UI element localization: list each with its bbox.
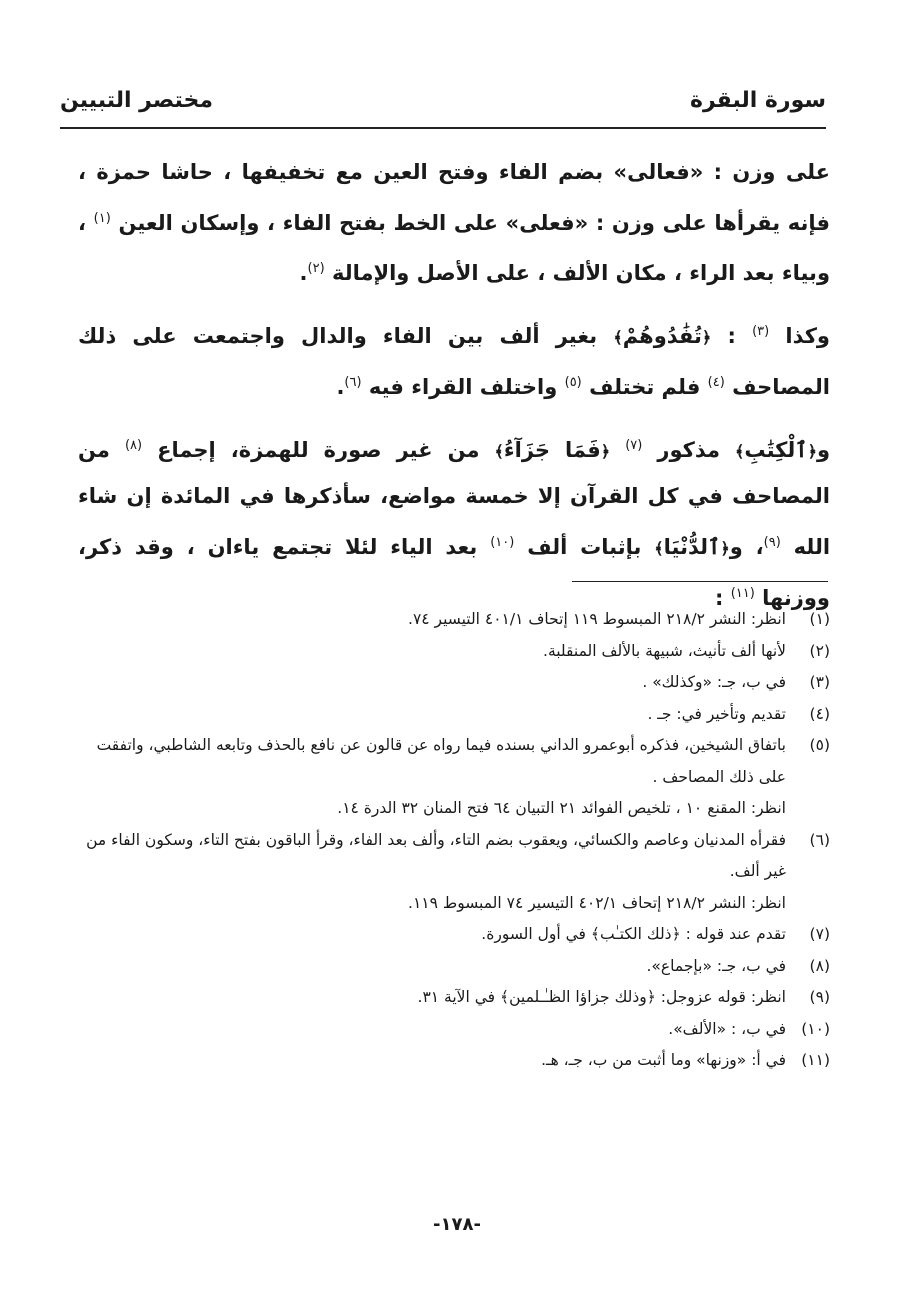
footnote-text: في ب، جـ: «بإجماع». xyxy=(646,956,786,975)
footnote-ref-9: (٩) xyxy=(763,534,781,550)
footnote xyxy=(78,919,830,951)
footnote xyxy=(78,1045,830,1077)
footnote-number: (٣) xyxy=(809,673,830,691)
text-run: من غير صورة للهمزة، إجماع xyxy=(157,437,480,462)
footnote-number: (٨) xyxy=(809,956,830,975)
text-run: واختلف القراء فيه xyxy=(368,375,558,399)
footnote-text: باتفاق الشيخين، فذكره أبوعمرو الداني بسنده فيما رواه عن قالون عن نافع بالحذف وتابعه الشاطبي، واتفقت على ذلك المصاحف . xyxy=(96,736,786,786)
text-run: . xyxy=(299,261,308,285)
footnote-text: في ب، جـ: «وكذلك» . xyxy=(642,673,786,691)
quran-bracket-open: ﴿ xyxy=(600,441,611,461)
footnote xyxy=(78,667,830,699)
footnote xyxy=(78,1014,830,1046)
footnote-text: تقديم وتأخير في: جـ . xyxy=(647,704,786,723)
footnote-number: (٤) xyxy=(809,704,830,723)
footnote-ref-2: (٢) xyxy=(307,261,325,276)
text-run: فلم تختلف xyxy=(589,375,701,399)
text-run: وكذا xyxy=(785,323,830,348)
quran-bracket-close: ﴾ xyxy=(735,441,745,461)
quran-bracket-close: ﴾ xyxy=(494,441,504,461)
footnote-text: انظر: النشر ٢١٨/٢ المبسوط ١١٩ إتحاف ٤٠١/١ التيسير ٧٤. xyxy=(408,610,786,628)
text-run: : xyxy=(715,586,724,610)
footnote-number: (٦) xyxy=(809,830,830,849)
text-run: مذكور xyxy=(657,437,720,462)
text-run: . xyxy=(336,375,345,399)
footnote-number: (١٠) xyxy=(801,1019,830,1038)
footnote-text: انظر: قوله عزوجل: ﴿وذلك جزاؤا الظـٰـلمين﴾ في الآية ٣١. xyxy=(417,988,786,1006)
text-run: بغير ألف بين الفاء والدال واجتمعت على ذلك المصاحف xyxy=(78,323,830,399)
paragraph-3 xyxy=(78,423,830,622)
footnote-number: (٧) xyxy=(809,925,830,943)
quran-bracket-open: ﴿ xyxy=(720,538,730,558)
footnote-text: فقرأه المدنيان وعاصم والكسائي، ويعقوب بضم التاء، وألف بعد الفاء، وقرأ الباقون بفتح التاء، وسكون الفاء من غير ألف. xyxy=(86,830,786,880)
footnote-ref-1: (١) xyxy=(93,210,111,226)
page-number: -١٧٨- xyxy=(433,1214,481,1235)
header-divider xyxy=(60,127,826,129)
footnote-text: لأنها ألف تأنيث، شبيهة بالألف المنقلبة. xyxy=(543,641,786,660)
text-run: من المصاحف في كل القرآن إلا خمسة مواضع، سأذكرها في المائدة إن شاء الله xyxy=(78,437,831,559)
footnote-number: (١) xyxy=(809,610,830,628)
footnote-ref-5: (٥) xyxy=(564,375,582,390)
footnote-number: (٥) xyxy=(809,736,830,754)
footnote-divider xyxy=(572,581,828,582)
footnote-text: تقدم عند قوله : ﴿ذلك الكتـٰب﴾ في أول السورة. xyxy=(481,925,786,943)
text-run: على وزن : «فعالى» بضم الفاء وفتح العين مع تخفيفها ، حاشا حمزة ، فإنه يقرأها على وزن : «فعلى» على الخط بفتح الفاء ، وإسكان العين xyxy=(78,160,831,235)
footnote xyxy=(78,951,830,983)
quran-word: ٱلدُّنْيَا xyxy=(663,534,721,559)
quran-bracket-open: ﴿ xyxy=(701,327,712,347)
footnote-text: في أ: «وزنها» وما أثبت من ب، جـ، هـ. xyxy=(541,1051,786,1069)
footnote-ref-10: (١٠) xyxy=(490,534,515,550)
running-header xyxy=(60,84,826,116)
footnote-ref-3: (٣) xyxy=(752,323,770,339)
paragraph-2 xyxy=(78,309,830,411)
footnote xyxy=(78,699,830,731)
quran-word: ٱلْكِتَٰبِ xyxy=(744,437,808,462)
footnote-ref-11: (١١) xyxy=(730,586,755,601)
footnote-ref-8: (٨) xyxy=(124,437,143,453)
surah-title: سورة البقرة xyxy=(689,87,826,113)
footnote xyxy=(78,604,830,636)
footnote-text: في ب، : «الألف». xyxy=(668,1019,786,1038)
text-run: و xyxy=(816,437,831,462)
footnote-ref-6: (٦) xyxy=(344,375,362,390)
text-run: ، و xyxy=(729,534,764,559)
quran-bracket-close: ﴾ xyxy=(613,327,623,347)
quran-word: فَمَا جَزَآءُ xyxy=(503,437,601,462)
footnote-number: (٩) xyxy=(809,988,830,1006)
footnote xyxy=(78,636,830,668)
quran-word: تُفَٰدُوهُمْ xyxy=(622,323,702,348)
footnote xyxy=(78,825,830,920)
text-run: بعد الياء لئلا تجتمع ياءان ، وقد ذكر، ووزنها xyxy=(78,534,830,610)
quran-bracket-close: ﴾ xyxy=(654,538,664,558)
footnote-reference: انظر: المقنع ١٠ ، تلخيص الفوائد ٢١ التبيان ٦٤ فتح المنان ٣٢ الدرة ١٤. xyxy=(337,799,786,817)
quran-bracket-open: ﴿ xyxy=(807,441,817,461)
footnotes xyxy=(78,604,830,1077)
book-title: مختصر التبيين xyxy=(60,87,214,113)
footnote-ref-7: (٧) xyxy=(625,437,643,453)
text-run: ، وبياء بعد الراء ، مكان الألف ، على الأصل والإمالة xyxy=(78,210,830,285)
footnote-ref-4: (٤) xyxy=(707,375,725,390)
main-text xyxy=(78,150,830,634)
footnote-number: (١١) xyxy=(801,1051,830,1069)
footnote-reference: انظر: النشر ٢١٨/٢ إتحاف ٤٠٢/١ التيسير ٧٤ المبسوط ١١٩. xyxy=(408,893,786,912)
text-run: : xyxy=(727,323,736,348)
footnote-number: (٢) xyxy=(809,641,830,660)
footnote xyxy=(78,982,830,1014)
footnote xyxy=(78,730,830,825)
text-run: بإثبات ألف xyxy=(527,534,642,559)
paragraph-1 xyxy=(78,150,830,297)
